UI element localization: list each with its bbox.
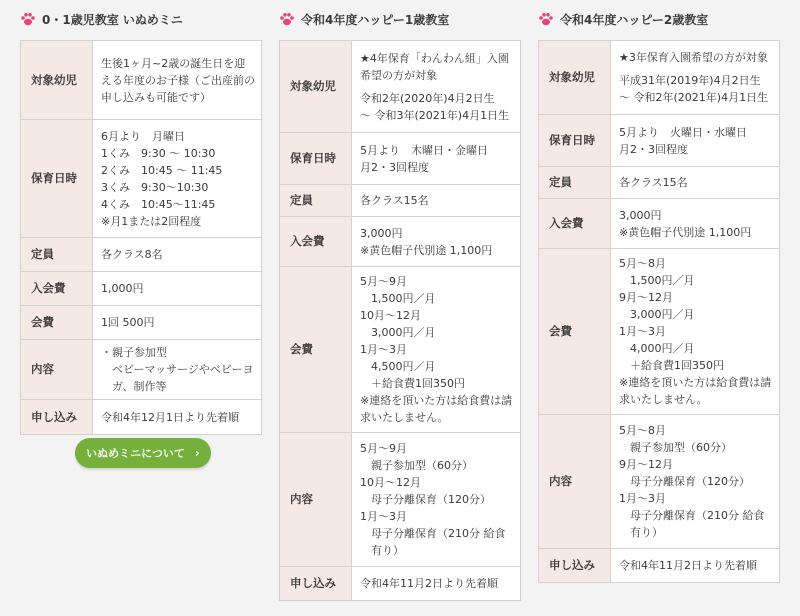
class-card-age1	[279, 10, 521, 601]
row-label: 対象幼児	[21, 41, 93, 120]
row-target	[21, 41, 262, 120]
row-capacity	[280, 185, 521, 217]
class-card-mini	[20, 10, 262, 435]
value-line: 2くみ 10:45 ～ 11:45	[101, 163, 223, 177]
value-line: 有り）	[360, 544, 404, 557]
row-label: 会費	[280, 267, 352, 433]
row-content	[21, 340, 262, 400]
row-value	[352, 217, 521, 267]
paw-icon	[20, 12, 36, 26]
value-note: ※連絡を頂いた方は給食費は請求いたしません。	[619, 376, 772, 406]
value-line: 令和2年(2020年)4月2日生	[360, 91, 495, 105]
value-line: 9月～12月	[619, 458, 673, 471]
row-admission	[280, 217, 521, 267]
card-title-text: 令和4年度ハッピー1歳教室	[301, 12, 450, 27]
row-schedule	[280, 133, 521, 185]
value-line: ＋給食費1回350円	[360, 377, 465, 390]
value-text: 生後1ヶ月~2歳の誕生日を迎える年度のお子様（ご出産前の申し込みも可能です）	[101, 56, 255, 104]
about-mini-button[interactable]	[75, 438, 211, 468]
value-line: ※黄色帽子代別途 1,100円	[619, 225, 752, 239]
row-fee	[280, 267, 521, 433]
value-line: 4くみ 10:45～11:45	[101, 197, 216, 211]
row-label: 定員	[21, 238, 93, 272]
value-line: 1,500円／月	[360, 292, 436, 305]
value-line: 1くみ 9:30 ～ 10:30	[101, 146, 216, 160]
value-line: 3,000円	[619, 208, 662, 222]
row-value	[352, 41, 521, 133]
paw-icon	[279, 12, 295, 26]
value-line: 9月～12月	[619, 291, 673, 304]
row-label: 入会費	[280, 217, 352, 267]
row-value	[611, 115, 780, 167]
value-line: 5月～9月	[360, 442, 407, 455]
value-line: 3,000円／月	[619, 308, 695, 321]
row-label: 入会費	[21, 272, 93, 306]
value-line: ＋給食費1回350円	[619, 359, 724, 372]
row-application	[539, 549, 780, 583]
row-capacity	[539, 167, 780, 199]
row-value: 令和4年12月1日より先着順	[93, 400, 262, 435]
row-value	[93, 120, 262, 238]
value-line: 母子分離保育（120分）	[619, 475, 750, 488]
row-content	[539, 415, 780, 549]
info-table	[279, 40, 521, 601]
value-line: 10月～12月	[360, 309, 421, 322]
value-line: ～ 令和2年(2021年)4月1日生	[619, 91, 769, 104]
row-label: 定員	[539, 167, 611, 199]
value-line: 親子参加型（60分）	[360, 459, 473, 472]
row-value	[352, 433, 521, 567]
row-label: 会費	[21, 306, 93, 340]
row-content	[280, 433, 521, 567]
row-label: 内容	[280, 433, 352, 567]
row-value	[611, 249, 780, 415]
value-line: 月2・3回程度	[360, 160, 429, 174]
row-value: 各クラス15名	[611, 167, 780, 199]
value-line: 母子分離保育（120分）	[360, 493, 491, 506]
value-line: 1月～3月	[619, 492, 666, 505]
info-table	[538, 40, 780, 583]
row-value: 令和4年11月2日より先着順	[611, 549, 780, 583]
value-text: ★4年保育「わんわん組」入園希望の方が対象	[360, 51, 509, 82]
row-value: 1,000円	[93, 272, 262, 306]
row-label: 申し込み	[539, 549, 611, 583]
row-value	[352, 133, 521, 185]
value-line: 母子分離保育（210分 給食	[360, 527, 506, 540]
row-fee	[539, 249, 780, 415]
button-label: いぬめミニについて	[86, 447, 185, 460]
row-schedule	[539, 115, 780, 167]
value-line: 母子分離保育（210分 給食	[619, 509, 765, 522]
row-label: 保育日時	[539, 115, 611, 167]
row-value	[611, 41, 780, 115]
value-line: 5月～8月	[619, 424, 666, 437]
row-label: 内容	[21, 340, 93, 400]
value-line: 親子参加型（60分）	[619, 441, 732, 454]
row-label: 内容	[539, 415, 611, 549]
card-title	[538, 10, 780, 28]
value-line: 3,000円／月	[360, 326, 436, 339]
row-label: 入会費	[539, 199, 611, 249]
row-admission	[539, 199, 780, 249]
row-label: 対象幼児	[280, 41, 352, 133]
value-line: ガ、制作等	[101, 380, 167, 393]
chevron-right-icon: ›	[194, 446, 200, 460]
value-line: 5月～8月	[619, 257, 666, 270]
row-label: 対象幼児	[539, 41, 611, 115]
value-line: 5月より 火曜日・水曜日	[619, 125, 747, 139]
value-note: ※連絡を頂いた方は給食費は請求いたしません。	[360, 394, 513, 424]
value-line: 1月～3月	[360, 510, 407, 523]
value-line: 5月～9月	[360, 275, 407, 288]
row-value: 各クラス8名	[93, 238, 262, 272]
value-line: 3くみ 9:30～10:30	[101, 180, 209, 194]
paw-icon	[538, 12, 554, 26]
row-label: 保育日時	[280, 133, 352, 185]
value-line: 1,500円／月	[619, 274, 695, 287]
value-line: 1月～3月	[619, 325, 666, 338]
value-text: ★3年保育入園希望の方が対象	[619, 51, 768, 64]
row-application	[21, 400, 262, 435]
value-line: ベビーマッサージやベビーヨ	[101, 363, 254, 376]
value-line: 平成31年(2019年)4月2日生	[619, 74, 761, 87]
row-value	[93, 340, 262, 400]
card-title-text: 0・1歳児教室 いぬめミニ	[42, 12, 183, 27]
value-line: 5月より 木曜日・金曜日	[360, 143, 488, 157]
value-line: ※黄色帽子代別途 1,100円	[360, 243, 493, 257]
row-label: 会費	[539, 249, 611, 415]
value-line: 6月より 月曜日	[101, 129, 185, 143]
row-application	[280, 567, 521, 601]
value-line: 4,000円／月	[619, 342, 695, 355]
card-title	[279, 10, 521, 28]
row-target	[280, 41, 521, 133]
value-line: 有り）	[619, 526, 663, 539]
row-value	[93, 41, 262, 120]
row-value	[611, 415, 780, 549]
row-label: 保育日時	[21, 120, 93, 238]
row-value: 令和4年11月2日より先着順	[352, 567, 521, 601]
row-fee	[21, 306, 262, 340]
row-value: 1回 500円	[93, 306, 262, 340]
value-line: 月2・3回程度	[619, 142, 688, 156]
row-value	[611, 199, 780, 249]
row-target	[539, 41, 780, 115]
row-value	[352, 267, 521, 433]
row-value: 各クラス15名	[352, 185, 521, 217]
row-schedule	[21, 120, 262, 238]
row-label: 申し込み	[21, 400, 93, 435]
value-line: ～ 令和3年(2021年)4月1日生	[360, 108, 510, 122]
class-card-age2	[538, 10, 780, 583]
value-line: ・親子参加型	[101, 346, 167, 359]
value-line: 4,500円／月	[360, 360, 436, 373]
card-title	[20, 10, 262, 28]
value-line: 1月～3月	[360, 343, 407, 356]
card-title-text: 令和4年度ハッピー2歳教室	[560, 12, 709, 27]
info-table	[20, 40, 262, 435]
row-capacity	[21, 238, 262, 272]
row-label: 定員	[280, 185, 352, 217]
value-line: 3,000円	[360, 226, 403, 240]
row-admission	[21, 272, 262, 306]
value-line: ※月1または2回程度	[101, 214, 202, 228]
value-line: 10月～12月	[360, 476, 421, 489]
row-label: 申し込み	[280, 567, 352, 601]
